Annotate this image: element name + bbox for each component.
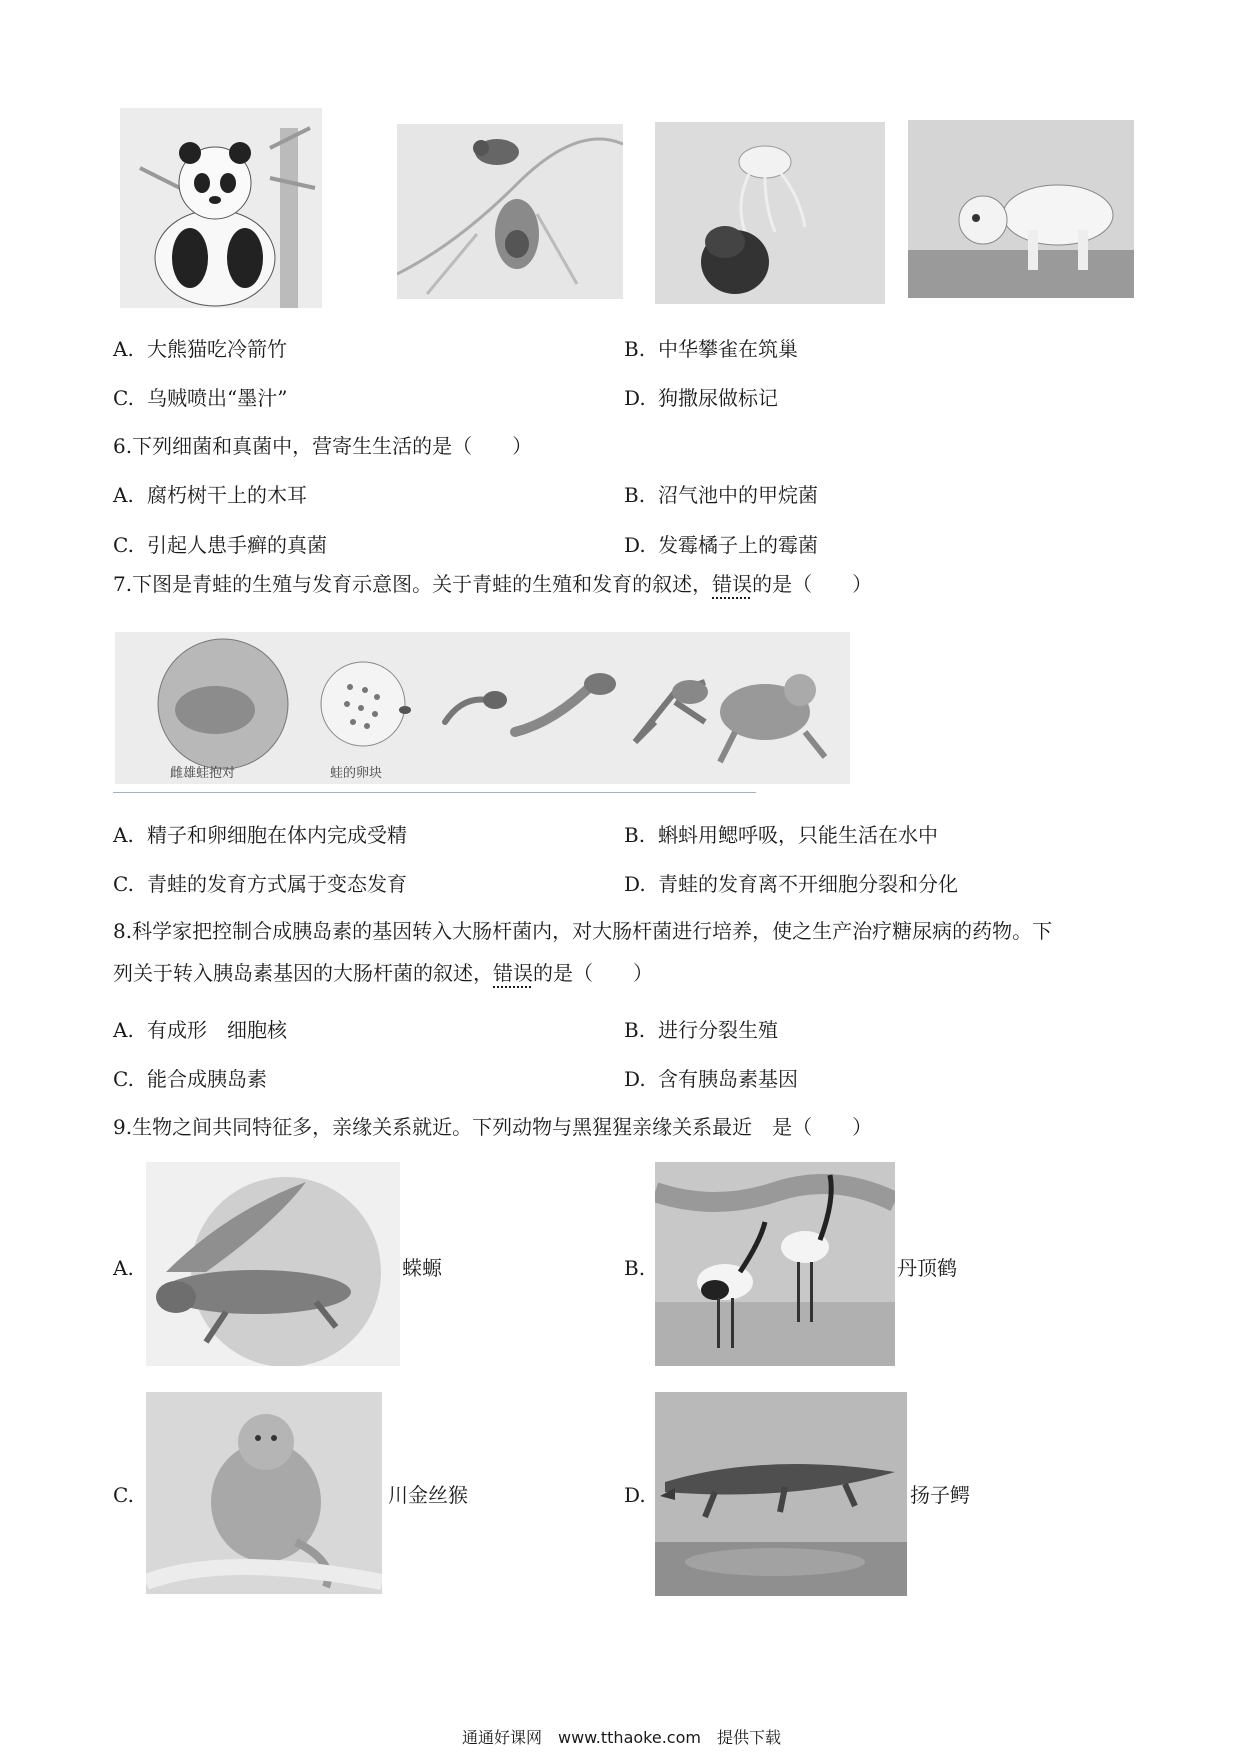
frog-lifecycle-image — [115, 632, 850, 784]
q5-option-a[interactable]: A. 大熊猫吃冷箭竹 — [113, 337, 287, 361]
q9-option-c-label[interactable]: 川金丝猴 — [388, 1483, 468, 1507]
q6-option-d[interactable]: D. 发霉橘子上的霉菌 — [624, 533, 818, 557]
golden-monkey-image — [146, 1392, 382, 1594]
q7-option-c[interactable]: C. 青蛙的发育方式属于变态发育 — [113, 872, 407, 896]
q8-option-a[interactable]: A. 有成形 细胞核 — [113, 1018, 287, 1042]
q9-option-a-label[interactable]: 蝾螈 — [402, 1256, 442, 1280]
q6-option-c[interactable]: C. 引起人患手癣的真菌 — [113, 533, 327, 557]
q9-stem: 9.生物之间共同特征多，亲缘关系就近。下列动物与黑猩猩亲缘关系最近 是（ ） — [113, 1115, 873, 1139]
bird-nest-image — [397, 124, 623, 299]
panda-image — [120, 108, 322, 308]
q9-option-b-label[interactable]: 丹顶鹤 — [897, 1256, 957, 1280]
caption-egg-mass: 蛙的卵块 — [330, 766, 383, 781]
q8-emphasis: 错误 — [493, 961, 533, 985]
dog-image — [908, 120, 1134, 298]
q7-option-d[interactable]: D. 青蛙的发育离不开细胞分裂和分化 — [624, 872, 958, 896]
q7-option-b[interactable]: B. 蝌蚪用鳃呼吸，只能生活在水中 — [624, 823, 938, 847]
q9-option-c-letter[interactable]: C. — [113, 1483, 134, 1507]
q5-option-c[interactable]: C. 乌贼喷出“墨汁” — [113, 386, 288, 410]
q8-option-b[interactable]: B. 进行分裂生殖 — [624, 1018, 778, 1042]
q6-option-b[interactable]: B. 沼气池中的甲烷菌 — [624, 483, 818, 507]
crane-image — [655, 1162, 895, 1366]
q6-stem: 6.下列细菌和真菌中，营寄生生活的是（ ） — [113, 434, 533, 458]
q8-option-d[interactable]: D. 含有胰岛素基因 — [624, 1067, 798, 1091]
q7-stem: 7.下图是青蛙的生殖与发育示意图。关于青蛙的生殖和发育的叙述，错误的是（ ） — [113, 572, 873, 596]
q9-option-d-label[interactable]: 扬子鳄 — [910, 1483, 970, 1507]
q8-option-c[interactable]: C. 能合成胰岛素 — [113, 1067, 267, 1091]
footer-source: 通通好课网 www.tthaoke.com 提供下载 — [462, 1728, 781, 1747]
q9-option-b-letter[interactable]: B. — [624, 1256, 646, 1280]
q8-stem-line2: 列关于转入胰岛素基因的大肠杆菌的叙述，错误的是（ ） — [113, 961, 653, 985]
alligator-image — [655, 1392, 907, 1596]
q5-option-b[interactable]: B. 中华攀雀在筑巢 — [624, 337, 798, 361]
q8-stem-line1: 8.科学家把控制合成胰岛素的基因转入大肠杆菌内，对大肠杆菌进行培养，使之生产治疗糖尿病的药物。下 — [113, 919, 1053, 943]
q9-option-d-letter[interactable]: D. — [624, 1483, 646, 1507]
salamander-image — [146, 1162, 400, 1366]
divider-line — [113, 792, 756, 793]
q9-option-a-letter[interactable]: A. — [113, 1256, 134, 1280]
q5-option-d[interactable]: D. 狗撒尿做标记 — [624, 386, 778, 410]
q7-option-a[interactable]: A. 精子和卵细胞在体内完成受精 — [113, 823, 407, 847]
q7-emphasis: 错误 — [712, 572, 753, 596]
caption-amplexus: 雌雄蛙抱对 — [170, 766, 236, 781]
squid-image — [655, 122, 885, 304]
q6-option-a[interactable]: A. 腐朽树干上的木耳 — [113, 483, 307, 507]
